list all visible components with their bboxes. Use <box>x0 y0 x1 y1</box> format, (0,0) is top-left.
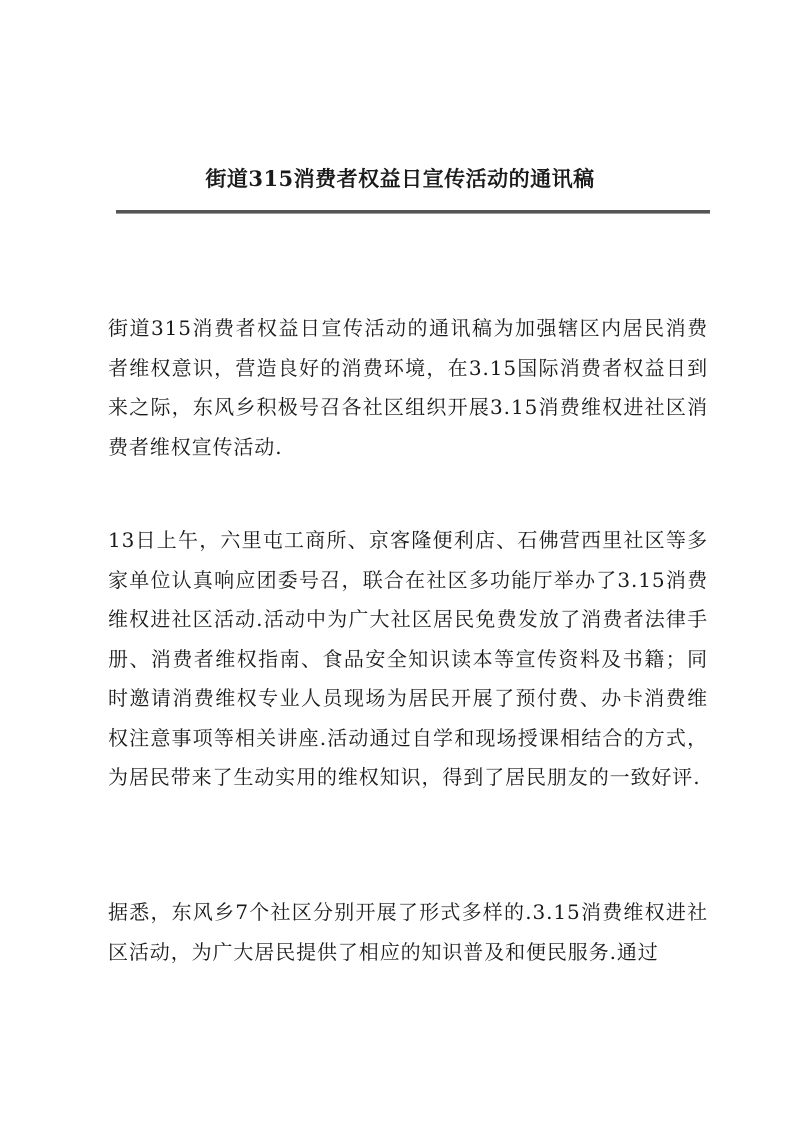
paragraph-intro: 街道315消费者权益日宣传活动的通讯稿为加强辖区内居民消费者维权意识，营造良好的消费环境，在3.15国际消费者权益日到来之际，东风乡积极号召各社区组织开展3.15消费维权进社区消费者维权宣传活动. <box>108 316 708 459</box>
paragraph-summary: 据悉，东风乡7个社区分别开展了形式多样的.3.15消费维权进社区活动，为广大居民提供了相应的知识普及和便民服务.通过 <box>108 900 708 964</box>
document-title: 街道315消费者权益日宣传活动的通讯稿 <box>205 166 595 191</box>
paragraph-event: 13日上午，六里屯工商所、京客隆便利店、石佛营西里社区等多家单位认真响应团委号召，联合在社区多功能厅举办了3.15消费维权进社区活动.活动中为广大社区居民免费发放了消费者法律手册、消费者维权指南、食品安全知识读本等宣传资料及书籍；同时邀请消费维权专业人员现场为居民开展了预付费、办卡消费维权注意事项等相关讲座.活动通过自学和现场授课相结合的方式，为居民带来了生动实用的维权知识，得到了居民朋友的一致好评. <box>108 528 708 789</box>
title-divider <box>116 210 710 214</box>
